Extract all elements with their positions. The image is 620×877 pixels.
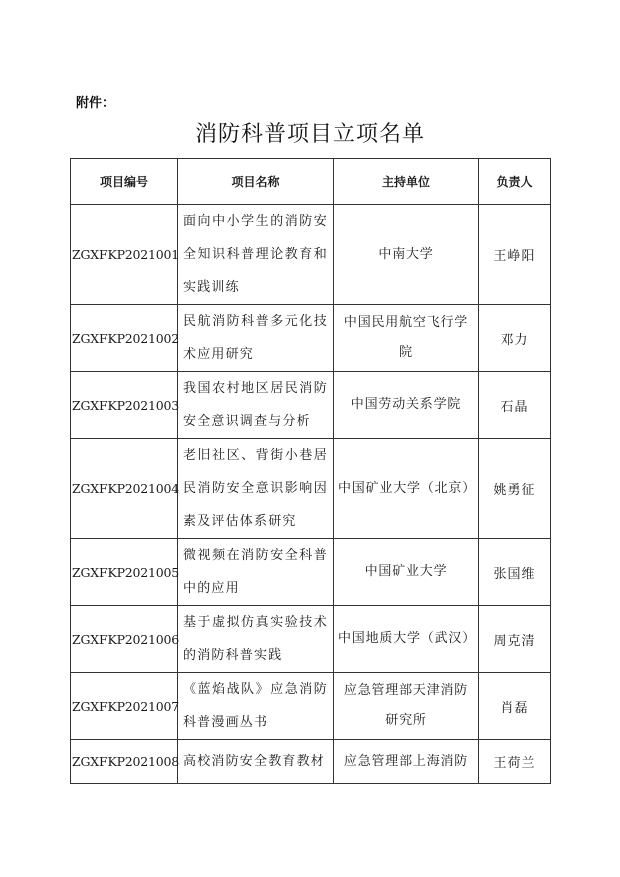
table-row: [71, 539, 551, 606]
table-header-row: [71, 159, 551, 205]
table-row: [71, 372, 551, 439]
host-unit: 应急管理部上海消防: [334, 740, 479, 784]
project-name: 面向中小学生的消防安全知识科普理论教育和实践训练: [178, 205, 334, 305]
lead-person: 周克清: [479, 606, 551, 673]
table-row: [71, 205, 551, 305]
project-name: 《蓝焰战队》应急消防科普漫画丛书: [178, 673, 334, 740]
table-row: [71, 439, 551, 539]
host-unit: 应急管理部天津消防研究所: [334, 673, 479, 740]
table-row: [71, 673, 551, 740]
project-code: ZGXFKP2021004: [71, 439, 178, 539]
project-name: 微视频在消防安全科普中的应用: [178, 539, 334, 606]
project-code: ZGXFKP2021002: [71, 305, 178, 372]
project-code: ZGXFKP2021001: [71, 205, 178, 305]
project-name: 老旧社区、背街小巷居民消防安全意识影响因素及评估体系研究: [178, 439, 334, 539]
attachment-label: 附件：: [76, 96, 116, 111]
lead-person: 邓力: [479, 305, 551, 372]
document-title: 消防科普项目立项名单: [194, 122, 425, 147]
table-row: [71, 305, 551, 372]
lead-person: 肖磊: [479, 673, 551, 740]
lead-person: 张国维: [479, 539, 551, 606]
host-unit: 中国民用航空飞行学院: [334, 305, 479, 372]
lead-person: 王峥阳: [479, 205, 551, 305]
project-code: ZGXFKP2021007: [71, 673, 178, 740]
header-lead-person: 负责人: [479, 159, 551, 205]
lead-person: 石晶: [479, 372, 551, 439]
project-name: 基于虚拟仿真实验技术的消防科普实践: [178, 606, 334, 673]
table-row: [71, 740, 551, 784]
project-name: 民航消防科普多元化技术应用研究: [178, 305, 334, 372]
lead-person: 姚勇征: [479, 439, 551, 539]
header-project-name: 项目名称: [178, 159, 334, 205]
host-unit: 中国矿业大学: [334, 539, 479, 606]
host-unit: 中国劳动关系学院: [334, 372, 479, 439]
header-host-unit: 主持单位: [334, 159, 479, 205]
project-code: ZGXFKP2021006: [71, 606, 178, 673]
lead-person: 王荷兰: [479, 740, 551, 784]
table-row: [71, 606, 551, 673]
project-code: ZGXFKP2021003: [71, 372, 178, 439]
host-unit: 中国地质大学（武汉）: [334, 606, 479, 673]
project-name: 我国农村地区居民消防安全意识调查与分析: [178, 372, 334, 439]
host-unit: 中国矿业大学（北京）: [334, 439, 479, 539]
project-table: [70, 158, 551, 784]
project-code: ZGXFKP2021008: [71, 740, 178, 784]
project-code: ZGXFKP2021005: [71, 539, 178, 606]
host-unit: 中南大学: [334, 205, 479, 305]
project-name: 高校消防安全教育教材: [178, 740, 334, 784]
header-project-code: 项目编号: [71, 159, 178, 205]
